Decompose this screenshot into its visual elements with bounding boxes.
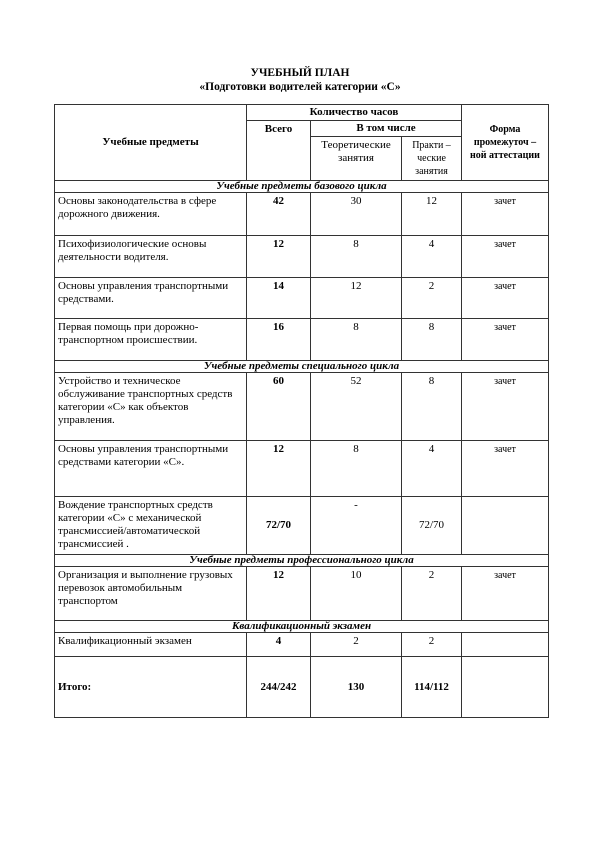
row-form: зачет <box>462 193 549 236</box>
total-label: Итого: <box>55 657 247 718</box>
row-form: зачет <box>462 319 549 361</box>
page-subtitle: «Подготовки водителей категории «С» <box>199 81 401 93</box>
row-practice: 4 <box>402 441 462 497</box>
table-row <box>55 373 549 441</box>
row-form: зачет <box>462 567 549 621</box>
row-form: зачет <box>462 441 549 497</box>
row-subject: Психофизиологические основы деятельности водителя. <box>55 236 247 278</box>
table-row <box>55 236 549 278</box>
row-subject: Устройство и техническое обслуживание транспортных средств категории «С» как объектов управления. <box>55 373 247 441</box>
row-subject: Основы управления транспортными средствами категории «С». <box>55 441 247 497</box>
header-including: В том числе <box>311 121 462 137</box>
row-practice: 2 <box>402 278 462 319</box>
section-special: Учебные предметы специального цикла <box>55 361 549 373</box>
row-total: 12 <box>247 236 311 278</box>
table-row <box>55 497 549 555</box>
row-form <box>462 633 549 657</box>
row-theory: 12 <box>311 278 402 319</box>
row-practice: 8 <box>402 319 462 361</box>
row-form <box>462 497 549 555</box>
row-form: зачет <box>462 373 549 441</box>
row-theory: 8 <box>311 236 402 278</box>
total-form <box>462 657 549 718</box>
total-theory: 130 <box>311 657 402 718</box>
row-total: 14 <box>247 278 311 319</box>
row-total: 60 <box>247 373 311 441</box>
row-subject: Основы законодательства в сфере дорожного движения. <box>55 193 247 236</box>
row-form: зачет <box>462 236 549 278</box>
row-subject: Основы управления транспортными средствами. <box>55 278 247 319</box>
row-practice: 4 <box>402 236 462 278</box>
total-practice: 114/112 <box>402 657 462 718</box>
table-row <box>55 278 549 319</box>
row-total: 4 <box>247 633 311 657</box>
row-theory: 10 <box>311 567 402 621</box>
section-professional: Учебные предметы профессионального цикла <box>55 555 549 567</box>
row-total: 72/70 <box>247 497 311 555</box>
row-total: 42 <box>247 193 311 236</box>
row-theory: 52 <box>311 373 402 441</box>
header-theory: Теоретические занятия <box>311 137 402 181</box>
section-basic: Учебные предметы базового цикла <box>55 181 549 193</box>
table-row <box>55 567 549 621</box>
curriculum-table <box>54 104 549 718</box>
row-form: зачет <box>462 278 549 319</box>
total-row <box>55 657 549 718</box>
row-subject: Квалификационный экзамен <box>55 633 247 657</box>
row-theory: 2 <box>311 633 402 657</box>
row-theory: 8 <box>311 441 402 497</box>
row-practice: 12 <box>402 193 462 236</box>
row-practice: 8 <box>402 373 462 441</box>
row-practice: 2 <box>402 567 462 621</box>
header-hours: Количество часов <box>247 105 462 121</box>
row-subject: Организация и выполнение грузовых перевозок автомобильным транспортом <box>55 567 247 621</box>
table-row <box>55 193 549 236</box>
header-subjects: Учебные предметы <box>55 105 247 181</box>
table-row <box>55 441 549 497</box>
row-practice: 2 <box>402 633 462 657</box>
row-subject: Вождение транспортных средств категории «С» с механической трансмиссией/автоматической трансмиссией . <box>55 497 247 555</box>
row-practice: 72/70 <box>402 497 462 555</box>
row-total: 12 <box>247 567 311 621</box>
page-title: УЧЕБНЫЙ ПЛАН <box>250 67 350 79</box>
total-hours: 244/242 <box>247 657 311 718</box>
row-total: 12 <box>247 441 311 497</box>
table-row <box>55 633 549 657</box>
row-total: 16 <box>247 319 311 361</box>
table-row <box>55 319 549 361</box>
row-theory: 30 <box>311 193 402 236</box>
section-exam: Квалификационный экзамен <box>55 621 549 633</box>
header-total: Всего <box>247 121 311 181</box>
row-subject: Первая помощь при дорожно-транспортном происшествии. <box>55 319 247 361</box>
header-form: Форма промежуточ – ной аттестации <box>462 105 549 181</box>
row-theory: - <box>311 497 402 555</box>
header-practice: Практи – ческие занятия <box>402 137 462 181</box>
row-theory: 8 <box>311 319 402 361</box>
